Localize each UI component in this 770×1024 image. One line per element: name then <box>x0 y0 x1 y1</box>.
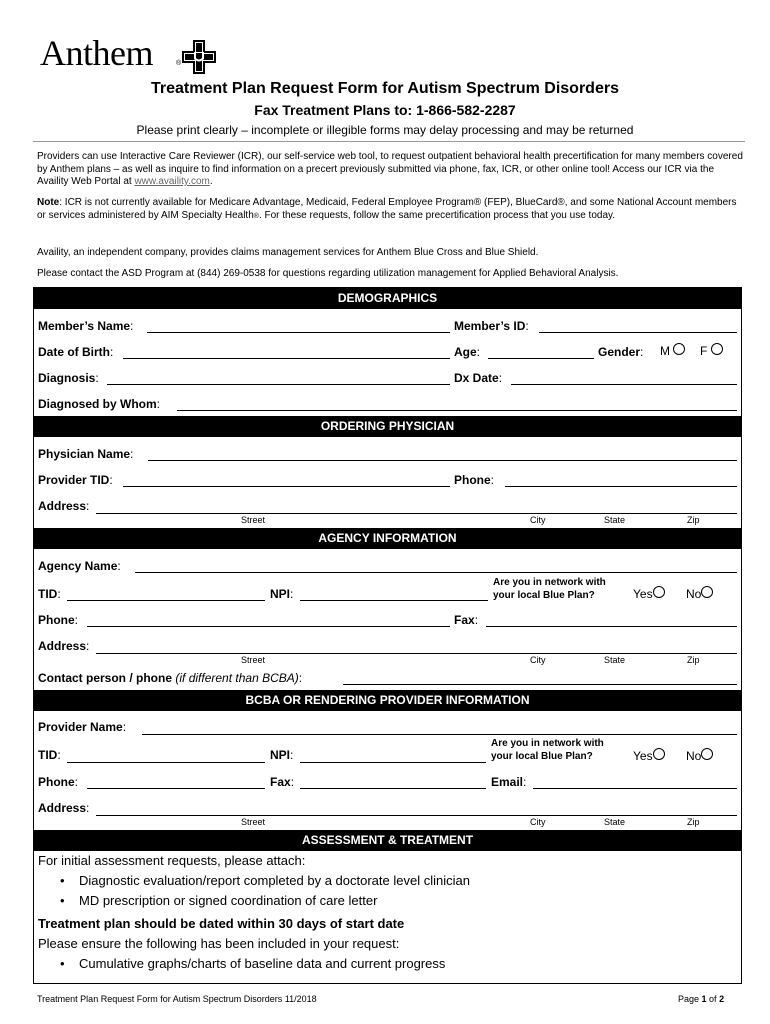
dob-label: Date of Birth: <box>38 345 114 359</box>
assessment-treatment-heading: ASSESSMENT & TREATMENT <box>33 830 742 851</box>
bcba-npi-label: NPI: <box>270 748 294 762</box>
agency-information-heading: AGENCY INFORMATION <box>33 528 742 549</box>
bcba-address-field[interactable] <box>96 815 737 816</box>
availity-link[interactable]: www.availity.com <box>134 176 210 187</box>
bcba-network-question: Are you in network with your local Blue Plan? <box>491 738 604 762</box>
address-zip-sublabel: Zip <box>687 655 700 665</box>
bcba-provider-heading: BCBA OR RENDERING PROVIDER INFORMATION <box>33 690 742 711</box>
agency-network-question: Are you in network with your local Blue Plan? <box>493 577 606 601</box>
agency-address-field[interactable] <box>96 653 737 654</box>
provider-tid-field[interactable] <box>123 486 450 487</box>
blue-cross-shield-icon <box>182 40 216 74</box>
dx-date-label: Dx Date: <box>454 371 503 385</box>
address-state-sublabel: State <box>604 515 626 525</box>
bcba-tid-field[interactable] <box>67 762 265 763</box>
member-name-label: Member’s Name: <box>38 319 134 333</box>
bullet-md-prescription: • MD prescription or signed coordination of care letter <box>60 893 378 908</box>
page-number: Page 1 of 2 <box>678 994 725 1004</box>
anthem-logo-text: Anthem <box>40 33 153 73</box>
agency-name-label: Agency Name: <box>38 559 121 573</box>
bcba-network-no-radio[interactable] <box>701 748 713 760</box>
dob-field[interactable] <box>123 358 450 359</box>
asd-contact-paragraph: Please contact the ASD Program at (844) 269-0538 for questions regarding utilization management for Applied Behavioral Analysis. <box>37 268 619 279</box>
gender-male-option[interactable]: M <box>660 343 685 358</box>
agency-fax-label: Fax: <box>454 613 479 627</box>
bcba-email-label: Email: <box>491 775 527 789</box>
address-state-sublabel: State <box>604 655 626 665</box>
agency-network-yes-option[interactable]: Yes <box>633 586 665 601</box>
agency-phone-field[interactable] <box>87 626 450 627</box>
physician-address-field[interactable] <box>96 513 737 514</box>
bcba-network-yes-radio[interactable] <box>653 748 665 760</box>
fax-number-heading: Fax Treatment Plans to: 1-866-582-2287 <box>254 102 516 118</box>
footer-form-name: Treatment Plan Request Form for Autism Spectrum Disorders 11/2018 <box>37 994 317 1004</box>
agency-fax-field[interactable] <box>486 626 737 627</box>
gender-female-option[interactable]: F <box>700 343 723 358</box>
bullet-diagnostic-evaluation: • Diagnostic evaluation/report completed by a doctorate level clinician <box>60 873 470 888</box>
agency-name-field[interactable] <box>135 572 737 573</box>
bcba-npi-field[interactable] <box>300 762 486 763</box>
agency-network-no-radio[interactable] <box>701 586 713 598</box>
ensure-included-text: Please ensure the following has been included in your request: <box>38 936 400 951</box>
gender-male-radio[interactable] <box>673 343 685 355</box>
bcba-phone-label: Phone: <box>38 775 79 789</box>
bcba-phone-field[interactable] <box>87 788 265 789</box>
physician-phone-label: Phone: <box>454 473 495 487</box>
note-paragraph: Note: ICR is not currently available for Medicare Advantage, Medicaid, Federal Employee Program® (FEP), BlueCard®, and some National Account members or services administered by AIM Specialty Health®. For these requests, follow the same precertification process that you use today. <box>37 197 737 221</box>
address-zip-sublabel: Zip <box>687 515 700 525</box>
bcba-network-yes-option[interactable]: Yes <box>633 748 665 763</box>
member-id-label: Member’s ID: <box>454 319 529 333</box>
contact-person-field[interactable] <box>343 684 737 685</box>
icr-paragraph: Providers can use Interactive Care Reviewer (ICR), our self-service web tool, to request outpatient behavioral health precertification for many members covered by Anthem plans – as well as inquire to find information on a precert previously submitted via phone, fax, ICR, or other online tool! Access our ICR via the Availity Web Portal at www.availity.com. <box>37 151 743 187</box>
ordering-physician-heading: ORDERING PHYSICIAN <box>33 416 742 437</box>
bcba-email-field[interactable] <box>533 788 737 789</box>
member-id-field[interactable] <box>539 332 737 333</box>
agency-address-label: Address: <box>38 639 90 653</box>
agency-network-yes-radio[interactable] <box>653 586 665 598</box>
physician-name-label: Physician Name: <box>38 447 134 461</box>
member-name-field[interactable] <box>147 332 450 333</box>
print-instructions: Please print clearly – incomplete or illegible forms may delay processing and may be returned <box>136 123 634 137</box>
age-label: Age: <box>454 345 481 359</box>
address-street-sublabel: Street <box>241 515 266 525</box>
agency-phone-label: Phone: <box>38 613 79 627</box>
dx-date-field[interactable] <box>511 384 737 385</box>
header-divider <box>33 141 745 142</box>
bcba-address-label: Address: <box>38 801 90 815</box>
bcba-network-no-option[interactable]: No <box>686 748 713 763</box>
agency-network-no-option[interactable]: No <box>686 586 713 601</box>
bcba-tid-label: TID: <box>38 748 61 762</box>
address-zip-sublabel: Zip <box>687 817 700 827</box>
assessment-intro: For initial assessment requests, please attach: <box>38 853 306 868</box>
diagnosed-by-field[interactable] <box>177 410 737 411</box>
form-title: Treatment Plan Request Form for Autism Spectrum Disorders <box>151 80 619 97</box>
demographics-heading: DEMOGRAPHICS <box>33 288 742 309</box>
bullet-cumulative-graphs: • Cumulative graphs/charts of baseline data and current progress <box>60 956 446 971</box>
address-street-sublabel: Street <box>241 655 266 665</box>
bcba-fax-label: Fax: <box>270 775 295 789</box>
provider-name-field[interactable] <box>142 734 737 735</box>
age-field[interactable] <box>488 358 594 359</box>
agency-npi-field[interactable] <box>300 600 488 601</box>
gender-label: Gender: <box>598 345 644 359</box>
availity-disclaimer: Availity, an independent company, provides claims management services for Anthem Blue Cross and Blue Shield. <box>37 247 539 258</box>
diagnosed-by-label: Diagnosed by Whom: <box>38 397 161 411</box>
provider-tid-label: Provider TID: <box>38 473 113 487</box>
treatment-plan-date-requirement: Treatment plan should be dated within 30 days of start date <box>38 916 405 931</box>
provider-name-label: Provider Name: <box>38 720 127 734</box>
agency-tid-field[interactable] <box>67 600 265 601</box>
diagnosis-label: Diagnosis: <box>38 371 99 385</box>
address-city-sublabel: City <box>530 817 546 827</box>
bcba-fax-field[interactable] <box>300 788 486 789</box>
address-street-sublabel: Street <box>241 817 266 827</box>
physician-address-label: Address: <box>38 499 90 513</box>
agency-tid-label: TID: <box>38 587 61 601</box>
logo-registered-mark: ® <box>176 60 182 67</box>
physician-name-field[interactable] <box>148 460 737 461</box>
agency-npi-label: NPI: <box>270 587 294 601</box>
physician-phone-field[interactable] <box>505 486 737 487</box>
address-state-sublabel: State <box>604 817 626 827</box>
diagnosis-field[interactable] <box>107 384 450 385</box>
address-city-sublabel: City <box>530 655 546 665</box>
gender-female-radio[interactable] <box>711 343 723 355</box>
contact-person-label: Contact person / phone (if different than BCBA): <box>38 671 303 685</box>
address-city-sublabel: City <box>530 515 546 525</box>
